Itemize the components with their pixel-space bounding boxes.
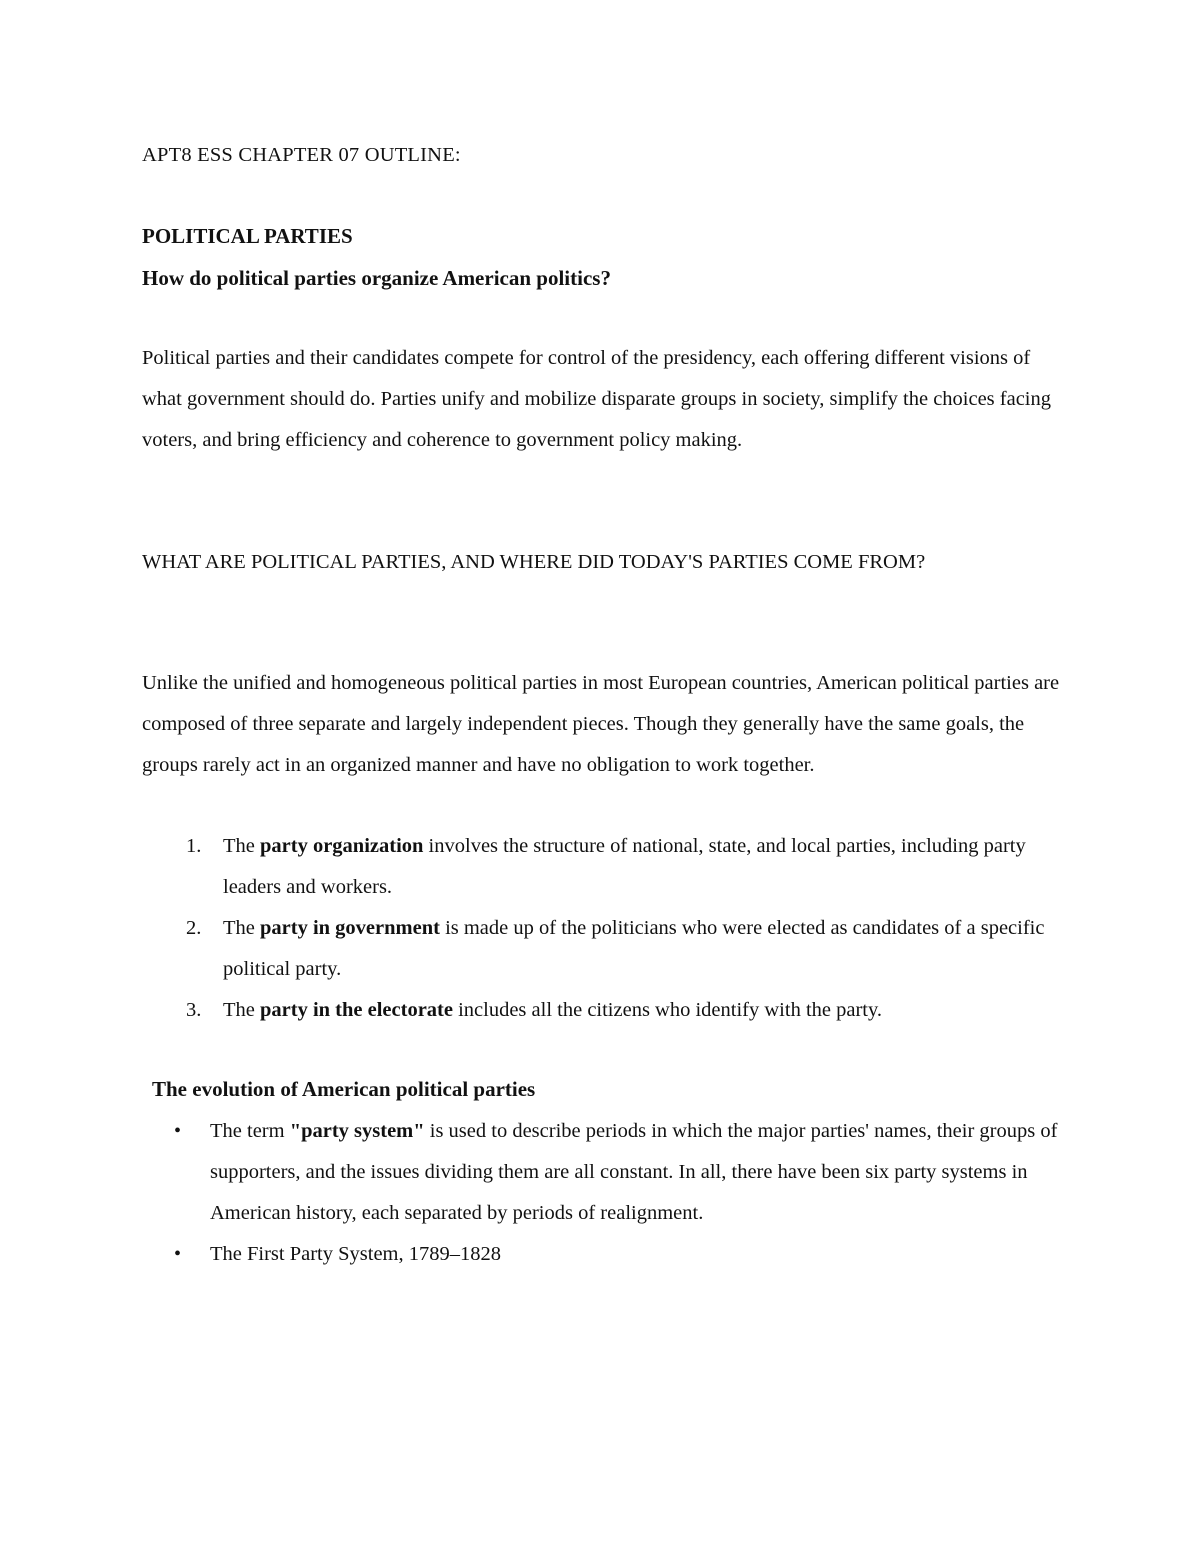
document-title: APT8 ESS CHAPTER 07 OUTLINE: [142, 144, 461, 166]
list-number: 2. [186, 917, 202, 939]
list-item [142, 1234, 1062, 1275]
evolution-bullet-list [142, 1111, 1062, 1275]
party-parts-list [142, 826, 1062, 1031]
section-paragraph: Unlike the unified and homogeneous political parties in most European countries, American political parties are composed of three separate and largely independent pieces. Though they generally have the same goals, the groups rarely act in an organized manner and have no obligation to work together. [142, 672, 1060, 776]
intro-paragraph: Political parties and their candidates compete for control of the presidency, each offering different visions of what government should do. Parties unify and mobilize disparate groups in society, simplify the choices facing voters, and bring efficiency and coherence to government policy making. [142, 347, 1052, 451]
section-heading: WHAT ARE POLITICAL PARTIES, AND WHERE DID TODAY'S PARTIES COME FROM? [142, 551, 926, 573]
list-item [142, 1111, 1062, 1234]
list-item-text: includes all the citizens who identify with the party. [452, 999, 883, 1021]
list-item-prefix: The [223, 835, 260, 857]
list-item-term: party in government [260, 917, 440, 939]
list-item-text: involves the structure of national, state, and local parties, including party leaders and workers. [223, 835, 1026, 898]
list-item-term: party organization [260, 835, 424, 857]
evolution-heading: The evolution of American political parties [152, 1077, 536, 1101]
bullet-text: The First Party System, 1789–1828 [210, 1243, 501, 1265]
chapter-title: POLITICAL PARTIES [142, 224, 353, 248]
list-item-prefix: The [223, 917, 260, 939]
list-item [142, 908, 1062, 990]
list-item-prefix: The [223, 999, 260, 1021]
bullet-text: is used to describe periods in which the major parties' names, their groups of supporters, and the issues dividing them are all constant. In all, there have been six party systems in American history, each separated by periods of realignment. [210, 1120, 1058, 1224]
bullet-icon: • [174, 1243, 182, 1265]
list-number: 3. [186, 999, 202, 1021]
list-item [142, 826, 1062, 908]
chapter-question: How do political parties organize American politics? [142, 266, 611, 290]
bullet-term: "party system" [289, 1120, 425, 1142]
list-item [142, 990, 1062, 1031]
bullet-prefix: The term [210, 1120, 290, 1142]
list-item-term: party in the electorate [260, 999, 453, 1021]
bullet-icon: • [174, 1120, 182, 1142]
list-item-text: is made up of the politicians who were elected as candidates of a specific political party. [223, 917, 1045, 980]
list-number: 1. [186, 835, 202, 857]
